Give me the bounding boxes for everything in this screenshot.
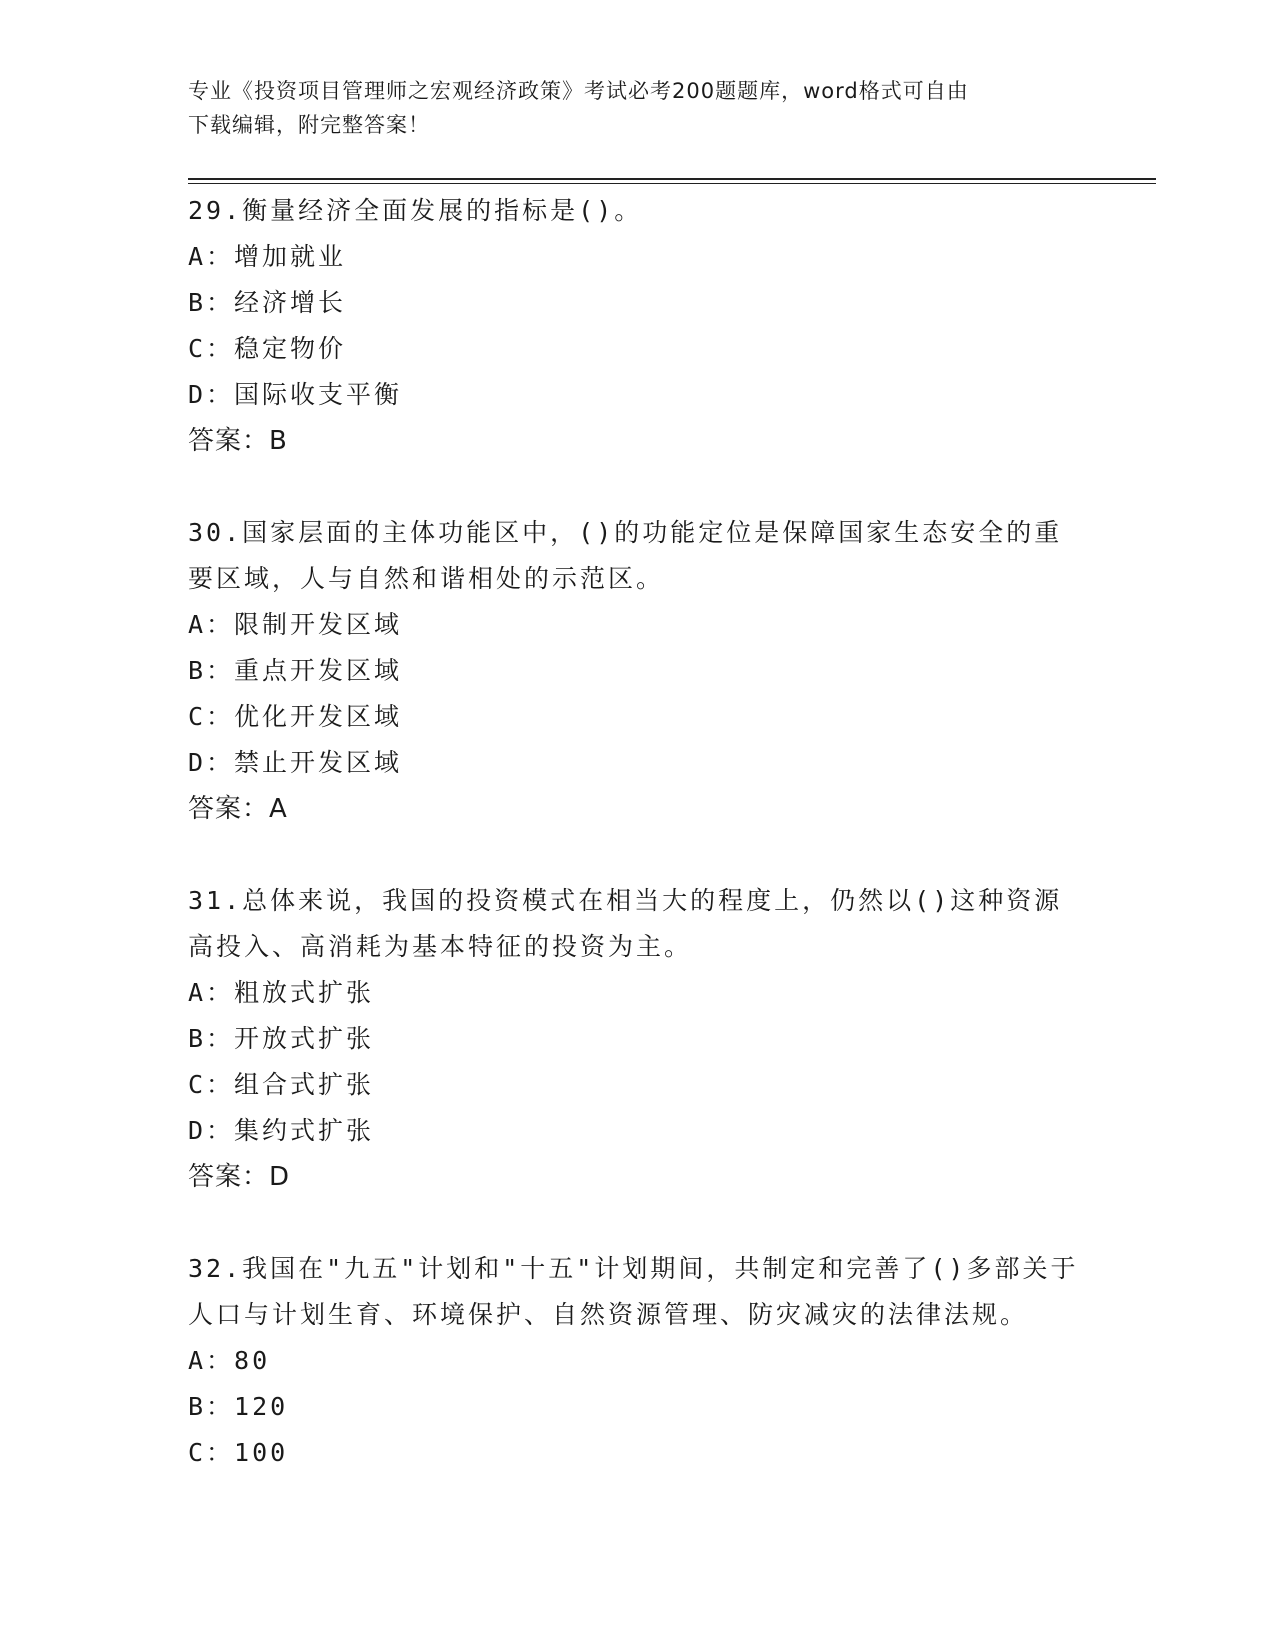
option-a: A：粗放式扩张 — [188, 978, 375, 1007]
question-30 — [188, 510, 1088, 832]
question-29 — [188, 188, 1088, 464]
option-c: C：组合式扩张 — [188, 1070, 375, 1099]
question-stem-line-1: 31.总体来说，我国的投资模式在相当大的程度上，仍然以()这种资源 — [188, 886, 1063, 915]
question-stem-line-2: 要区域，人与自然和谐相处的示范区。 — [188, 564, 665, 593]
option-c: C：优化开发区域 — [188, 702, 403, 731]
header-line-1: 专业《投资项目管理师之宏观经济政策》考试必考200题题库，word格式可自由 — [188, 79, 969, 103]
document-header — [188, 74, 1068, 142]
answer: 答案：D — [188, 1162, 291, 1192]
option-a: A：限制开发区域 — [188, 610, 403, 639]
header-divider-thick — [188, 178, 1156, 180]
question-spacer — [188, 464, 1088, 510]
question-stem: 29.衡量经济全面发展的指标是()。 — [188, 196, 643, 225]
option-b: B：经济增长 — [188, 288, 347, 317]
option-b: B：重点开发区域 — [188, 656, 403, 685]
option-b: B：120 — [188, 1392, 289, 1421]
header-line-2: 下载编辑，附完整答案！ — [188, 113, 430, 137]
header-divider-thin — [188, 183, 1156, 184]
option-a: A：增加就业 — [188, 242, 347, 271]
option-c: C：100 — [188, 1438, 289, 1467]
question-spacer — [188, 1200, 1088, 1246]
question-stem-line-2: 人口与计划生育、环境保护、自然资源管理、防灾减灾的法律法规。 — [188, 1300, 1029, 1329]
option-d: D：国际收支平衡 — [188, 380, 403, 409]
question-stem-line-2: 高投入、高消耗为基本特征的投资为主。 — [188, 932, 693, 961]
option-b: B：开放式扩张 — [188, 1024, 375, 1053]
question-spacer — [188, 832, 1088, 878]
option-a: A：80 — [188, 1346, 271, 1375]
answer: 答案：A — [188, 794, 288, 824]
question-32 — [188, 1246, 1088, 1476]
question-stem-line-1: 32.我国在"九五"计划和"十五"计划期间，共制定和完善了()多部关于 — [188, 1254, 1079, 1283]
answer: 答案：B — [188, 426, 288, 456]
question-list — [188, 188, 1088, 1476]
question-stem-line-1: 30.国家层面的主体功能区中，()的功能定位是保障国家生态安全的重 — [188, 518, 1063, 547]
question-31 — [188, 878, 1088, 1200]
option-d: D：禁止开发区域 — [188, 748, 403, 777]
option-d: D：集约式扩张 — [188, 1116, 375, 1145]
option-c: C：稳定物价 — [188, 334, 347, 363]
